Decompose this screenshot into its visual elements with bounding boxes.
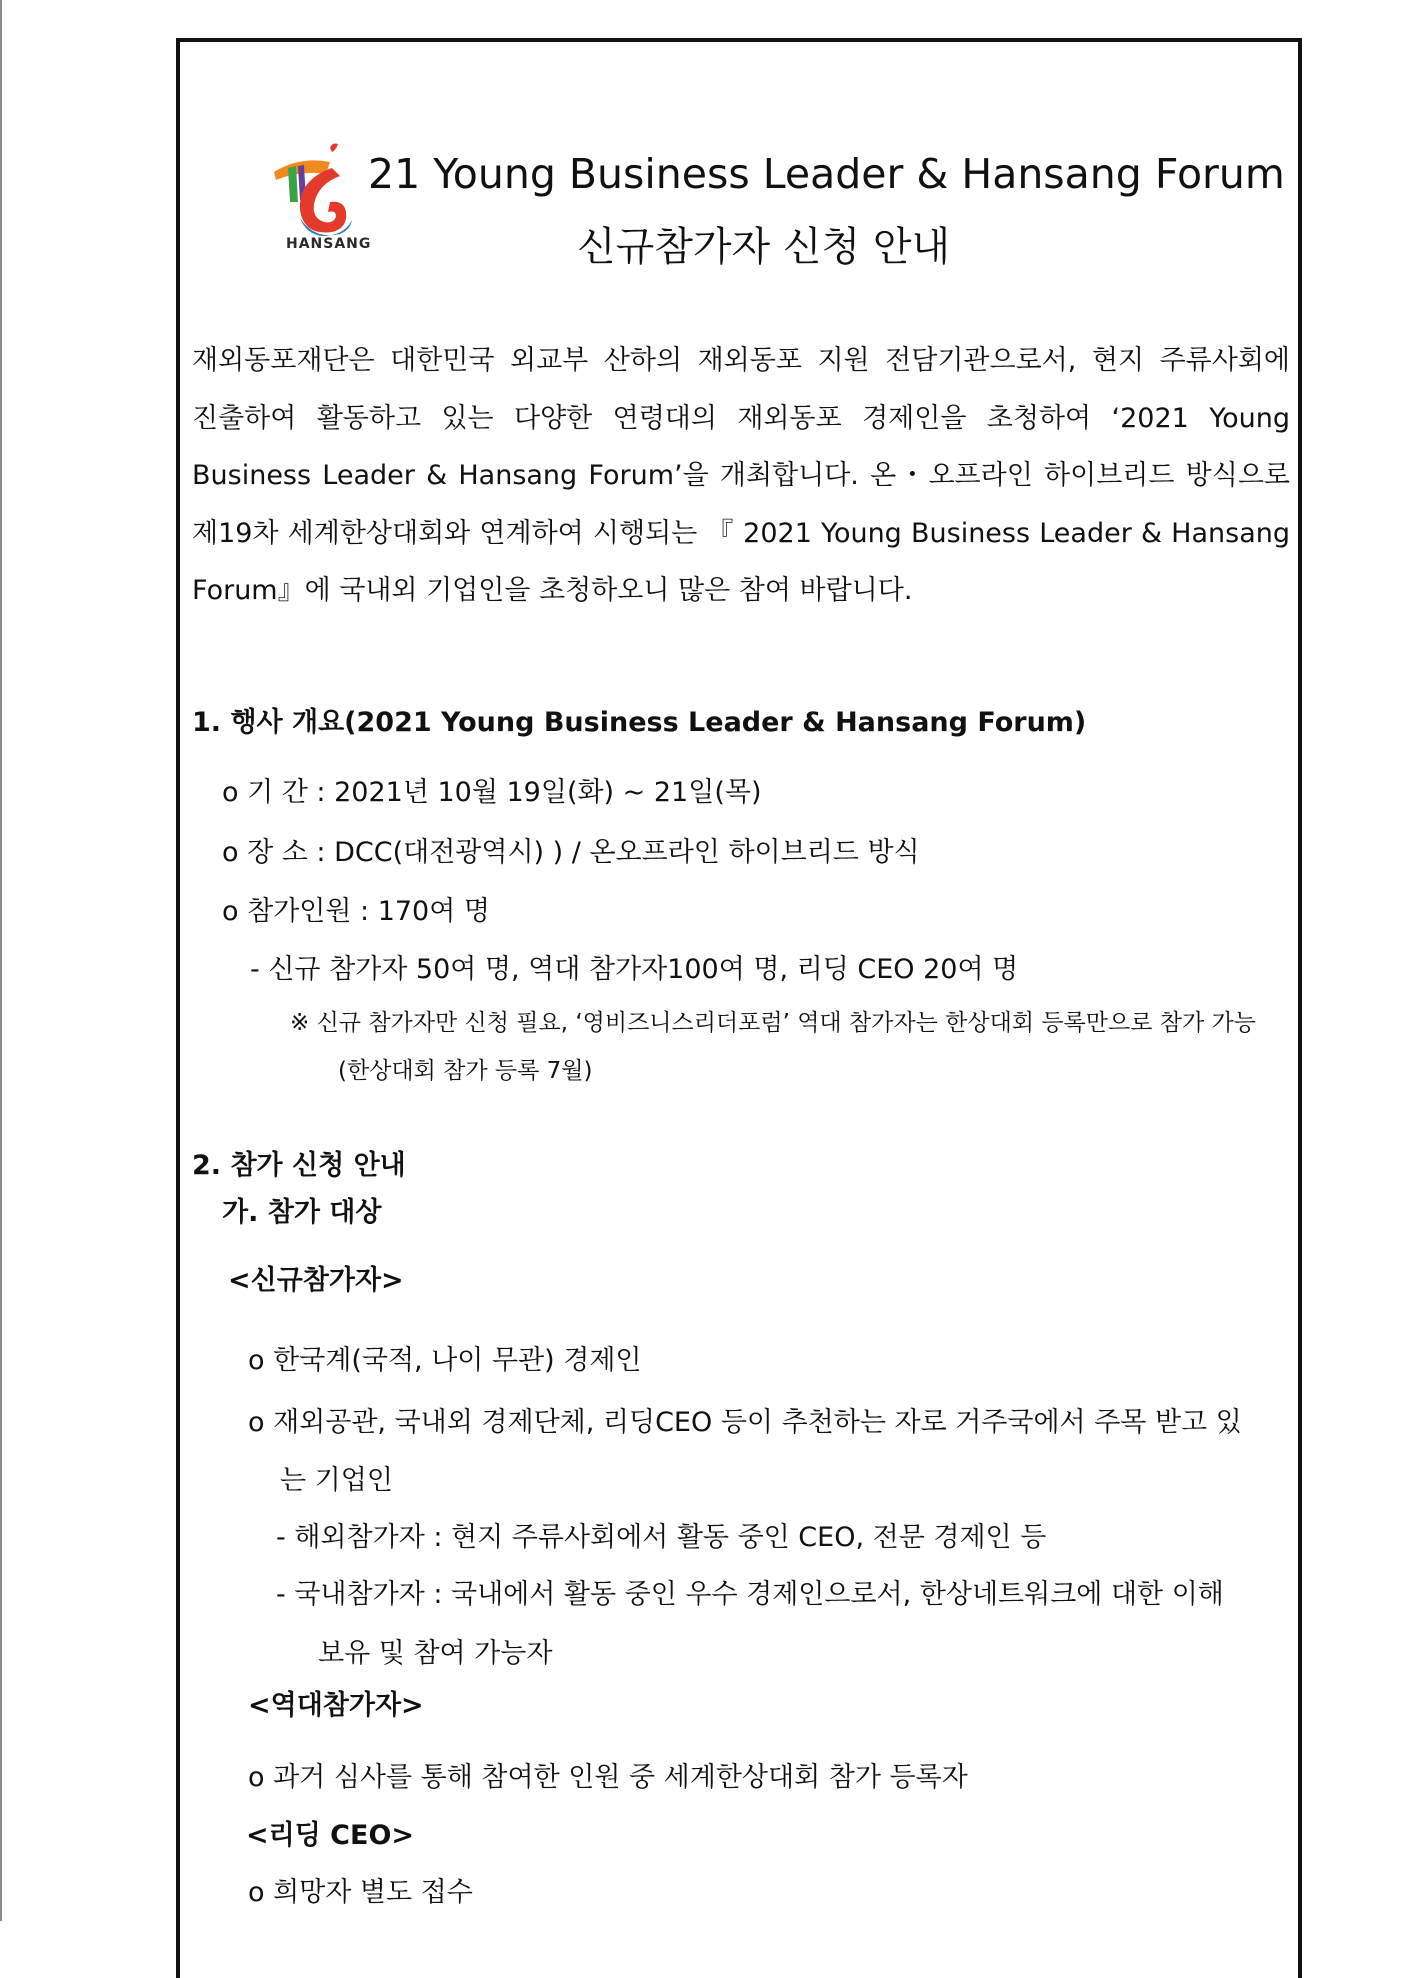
intro-line: Business Leader & Hansang Forum’을 개최합니다. 온・오프라인 하이브리드 방식으로 (192, 460, 1290, 491)
page-title-korean: 신규참가자 신청 안내 (577, 224, 951, 270)
section2-subheading: 가. 참가 대상 (222, 1197, 382, 1228)
event-attendees: o 참가인원 : 170여 명 (222, 896, 490, 927)
intro-line: 제19차 세계한상대회와 연계하여 시행되는 『 2021 Young Business Leader & Hansang (192, 517, 1290, 549)
event-venue: o 장 소 : DCC(대전광역시) ) / 온오프라인 하이브리드 방식 (222, 837, 920, 868)
attendance-note: ※ 신규 참가자만 신청 필요, ‘영비즈니스리더포럼’ 역대 참가자는 한상대회 등록만으로 참가 가능 (290, 1010, 1256, 1036)
new-participants-label: <신규참가자> (228, 1265, 404, 1296)
attendance-note-cont: (한상대회 참가 등록 7월) (338, 1058, 593, 1084)
domestic-participants: - 국내참가자 : 국내에서 활동 중인 우수 경제인으로서, 한상네트워크에 대한 이해 (276, 1579, 1224, 1610)
domestic-participants-cont: 보유 및 참여 가능자 (318, 1638, 553, 1669)
event-period: o 기 간 : 2021년 10월 19일(화) ~ 21일(목) (222, 777, 762, 808)
new-participants-item-cont: 는 기업인 (280, 1465, 393, 1496)
leading-ceo-item: o 희망자 별도 접수 (248, 1877, 473, 1908)
past-participants-label: <역대참가자> (248, 1690, 424, 1721)
intro-paragraph (192, 332, 1290, 620)
section2-heading: 2. 참가 신청 안내 (192, 1150, 406, 1181)
intro-line: 진출하여 활동하고 있는 다양한 연령대의 재외동포 경제인을 초청하여 ‘2021 Young (192, 402, 1290, 434)
new-participants-item: o 한국계(국적, 나이 무관) 경제인 (248, 1345, 642, 1376)
past-participants-item: o 과거 심사를 통해 참여한 인원 중 세계한상대회 참가 등록자 (248, 1762, 968, 1793)
attendee-breakdown: - 신규 참가자 50여 명, 역대 참가자100여 명, 리딩 CEO 20여 명 (250, 954, 1019, 985)
intro-line: 재외동포재단은 대한민국 외교부 산하의 재외동포 지원 전담기관으로서, 현지 주류사회에 (192, 345, 1290, 376)
logo-wordmark: HANSANG (286, 236, 372, 252)
overseas-participants: - 해외참가자 : 현지 주류사회에서 활동 중인 CEO, 전문 경제인 등 (276, 1522, 1047, 1553)
leading-ceo-label: <리딩 CEO> (246, 1820, 415, 1851)
section1-heading: 1. 행사 개요(2021 Young Business Leader & Hansang Forum) (192, 707, 1087, 738)
new-participants-item: o 재외공관, 국내외 경제단체, 리딩CEO 등이 추천하는 자로 거주국에서 주목 받고 있 (248, 1407, 1242, 1438)
page-title-english: 21 Young Business Leader & Hansang Forum (368, 150, 1285, 198)
window-edge (0, 0, 2, 1921)
intro-line: Forum』에 국내외 기업인을 초청하오니 많은 참여 바랍니다. (192, 575, 913, 606)
